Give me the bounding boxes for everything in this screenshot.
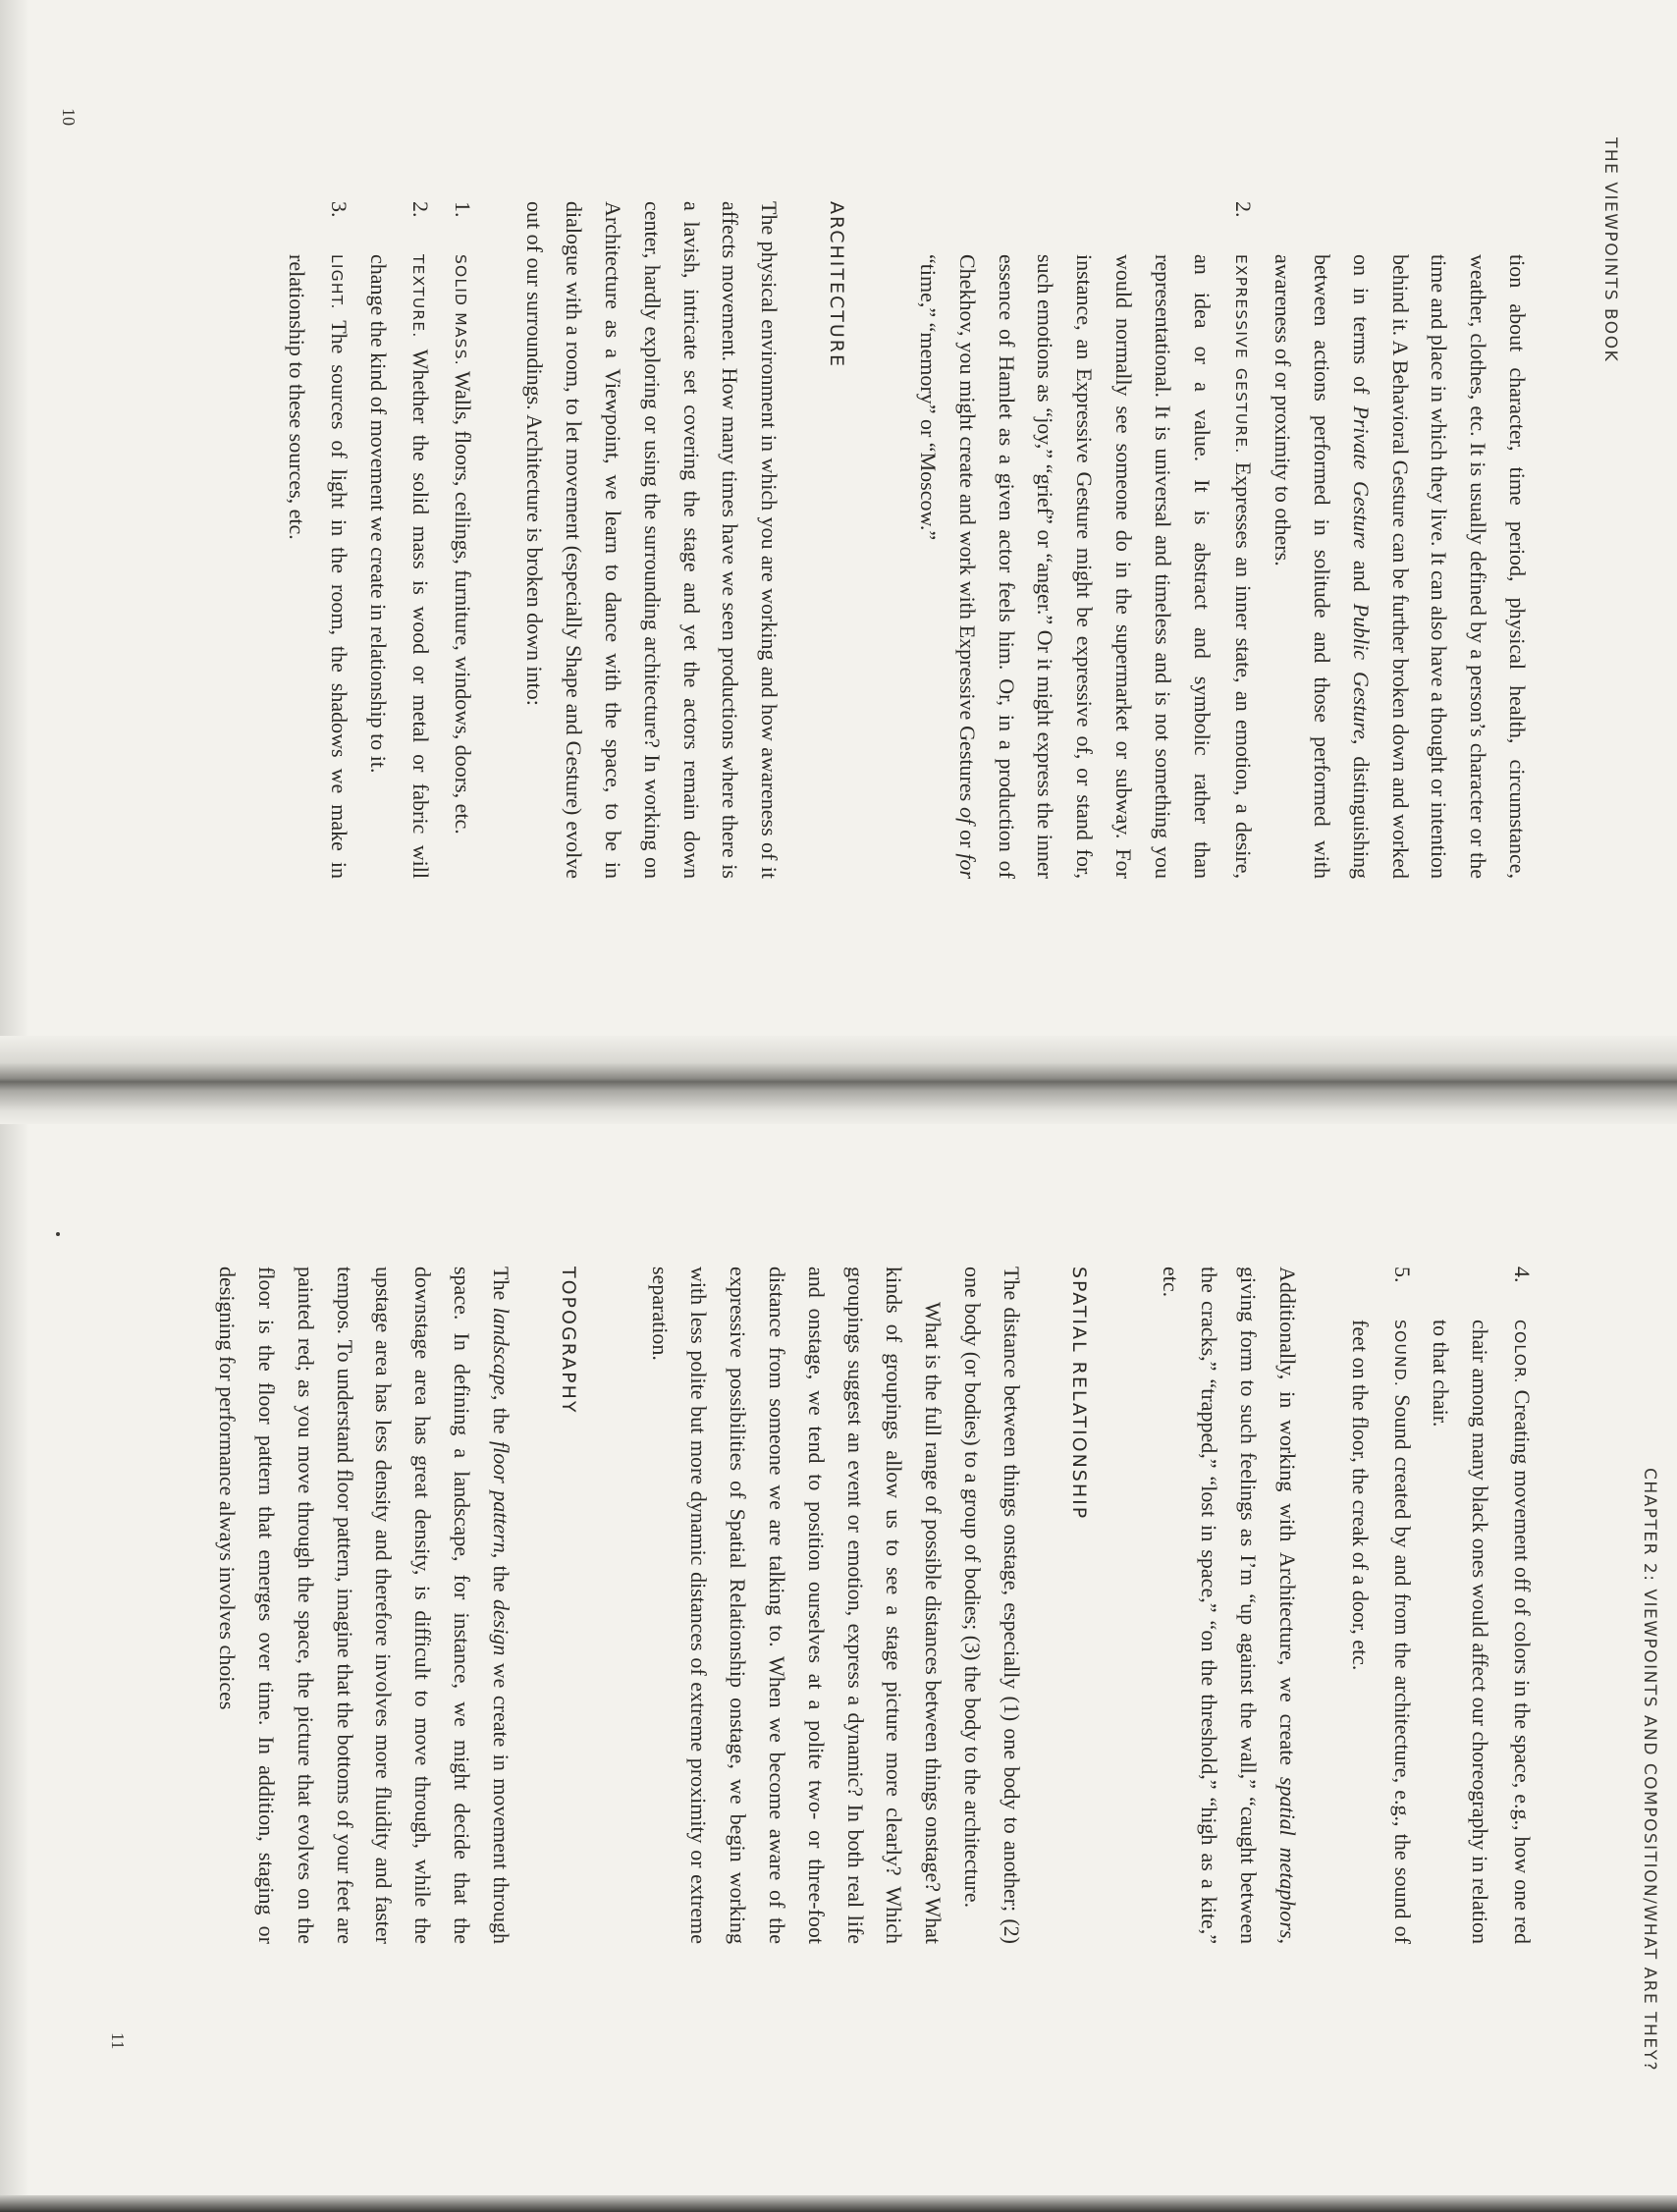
list-item: 3. LIGHT. The sources of light in the room, the shadows we make in relationship to these sources, etc. (285, 201, 352, 879)
list-item: 5. SOUND. Sound created by and from the architecture, e.g., the sound of feet on the floor, the creak of a door, etc. (1347, 1267, 1415, 1944)
running-head-left: THE VIEWPOINTS BOOK (1600, 137, 1620, 363)
page-10-text (278, 201, 1537, 879)
item-term: EXPRESSIVE GESTURE. (1232, 254, 1251, 455)
running-head-right: CHAPTER 2: VIEWPOINTS AND COMPOSITION/WHAT ARE THEY? (1640, 1468, 1659, 2072)
page-11 (108, 1090, 1659, 2091)
list-item: 4. COLOR. Creating movement off of colors in the space, e.g., how one red chair among many black ones would affect our choreography in relation to that chair. (1429, 1267, 1535, 1944)
list-item: 1. SOLID MASS. Walls, floors, ceilings, furniture, windows, doors, etc. (450, 201, 475, 835)
spatial-paragraph-1: The distance between things onstage, especially (1) one body to another; (2) one body (or bodies) to a group of bodies; (3) the body to the architecture. (960, 1267, 1024, 1944)
scan-speck (56, 1232, 60, 1236)
item-number: 2. (1231, 201, 1257, 218)
section-heading-architecture: ARCHITECTURE (826, 201, 848, 369)
expressive-gesture-item: 2. EXPRESSIVE GESTURE. Expresses an inner state, an emotion, a desire, an idea or a value. It is abstract and symbolic rather than representational. It is universal and timeless and is not something you would normally see someone do in the supermarket or subway. For instance, an Expressive Gesture might be expressive of, or stand for, such emotions as “joy,” “grief” or “anger.” Or it might express the inner essence of Hamlet as a given actor feels him. Or, in a production of Chekhov, you might create and work with Expressive Gestures of or for “time,” “memory” or “Moscow.” (908, 201, 1263, 879)
scan-bottom-edge (0, 2195, 1677, 2212)
page-number-right: 11 (108, 2032, 128, 2050)
architecture-paragraph: The physical environment in which you are working and how awareness of it affects movement. How many times have we seen productions where there is a lavish, intricate set covering the stage and yet the actors remain down center, hardly exploring or using the surrounding architecture? In working on Architecture as a Viewpoint, we learn to dance with the space, to be in dialogue with a room, to let movement (especially Shape and Gesture) evolve out of our surroundings. Architecture is broken down into: (522, 201, 783, 879)
spatial-metaphors-paragraph: Additionally, in working with Architecture, we create spatial metaphors, giving form to such feelings as I’m “up against the wall,” “caught between the cracks,” “trapped,” “lost in space,” “on the threshold,” “high as a kite,” etc. (1158, 1267, 1301, 1944)
topography-paragraph: The landscape, the floor pattern, the design we create in movement through space. In defining a landscape, for instance, we might decide that the downstage area has great density, is difficult to move through, while the upstage area has less density and therefore involves more fluidity and faster tempos. To understand floor pattern, imagine that the bottoms of your feet are painted red; as you move through the space, the picture that evolves on the floor is the floor pattern that emerges over time. In addition, staging or designing for performance always involves choices (215, 1267, 514, 1944)
page-11-text (207, 1267, 1542, 1944)
page-number-left: 10 (59, 108, 79, 126)
list-item: 2. TEXTURE. Whether the solid mass is wood or metal or fabric will change the kind of movement we create in relationship to it. (366, 201, 433, 879)
page-10 (59, 0, 1620, 1001)
section-heading-spatial-relationship: SPATIAL RELATIONSHIP (1067, 1267, 1090, 1521)
section-heading-topography: TOPOGRAPHY (557, 1267, 579, 1415)
spatial-paragraph-2: What is the full range of possible distances between things onstage? What kinds of groupings allow us to see a stage picture more clearly? Which groupings suggest an event or emotion, express a dynamic? In both real life and onstage, we tend to position ourselves at a polite two- or three-foot distance from someone we are talking to. When we become aware of the expressive possibilities of Spatial Relationship onstage, we begin working with less polite but more dynamic distances of extreme proximity or extreme separation. (647, 1267, 947, 1944)
behavioral-gesture-continuation: tion about character, time period, physical health, circumstance, weather, clothes, etc. It is usually defined by a person’s character or the time and place in which they live. It can also have a thought or intention behind it. A Behavioral Gesture can be further broken down and worked on in terms of Private Gesture and Public Gesture, distinguishing between actions performed in solitude and those performed with awareness of or proximity to others. (1271, 254, 1530, 879)
